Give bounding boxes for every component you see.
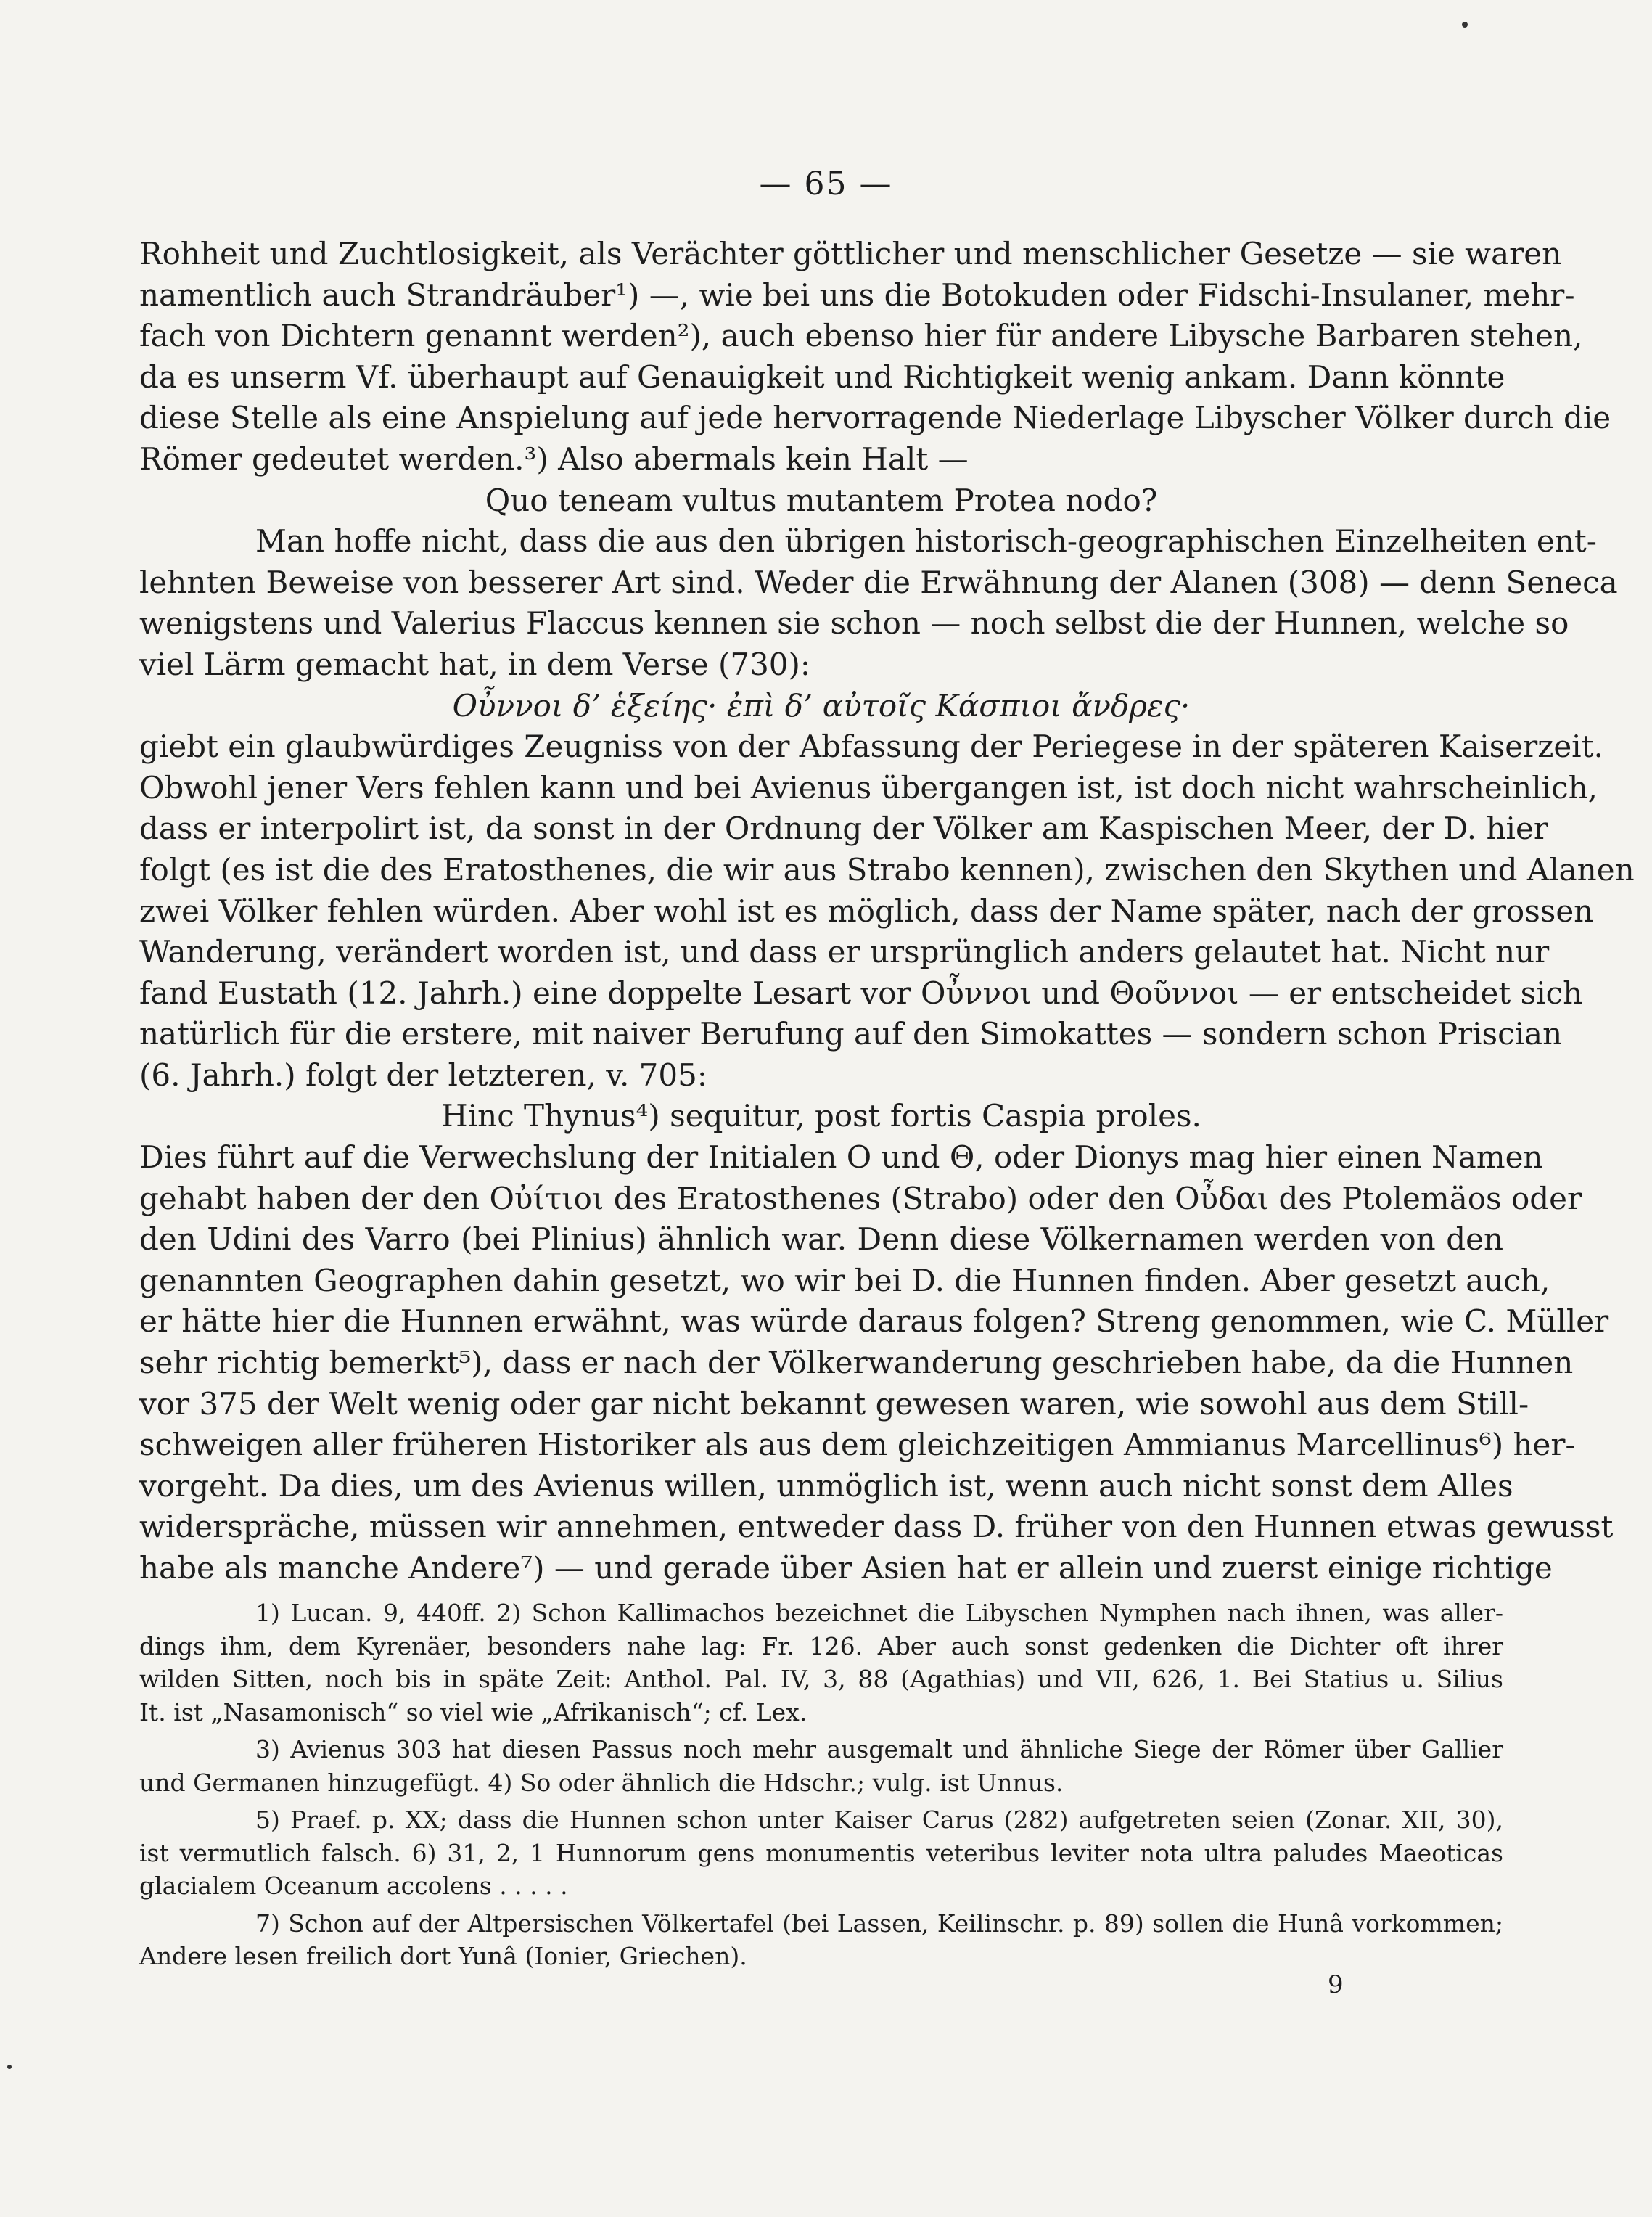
- footnote-line: und Germanen hinzugefügt. 4) So oder ähnlich die Hdschr.; vulg. ist Unnus.: [139, 1768, 1064, 1797]
- body-line: fach von Dichtern genannt werden²), auch ebenso hier für andere Libysche Barbaren stehen,: [139, 318, 1583, 354]
- footnote-3-4: [139, 1733, 1503, 1799]
- body-line: giebt ein glaubwürdiges Zeugniss von der Abfassung der Periegese in der späteren Kaiserzeit.: [139, 729, 1603, 765]
- body-line: fand Eustath (12. Jahrh.) eine doppelte Lesart vor Οὖννοι und Θοῦννοι — er entscheidet sich: [139, 975, 1583, 1011]
- greek-verse: Οὖννοι δ’ ἑξείης· ἐπὶ δ’ αὐτοῖς Κάσπιοι ἄνδρες·: [452, 687, 1191, 724]
- footnote-line: 3) Avienus 303 hat diesen Passus noch mehr ausgemalt und ähnliche Siege der Römer über Gallier: [255, 1735, 1503, 1763]
- paragraph-start: Man hoffe nicht, dass die aus den übrigen historisch-geographischen Einzelheiten ent-: [255, 523, 1597, 560]
- body-line: (6. Jahrh.) folgt der letzteren, v. 705:: [139, 1057, 707, 1093]
- body-line: Rohheit und Zuchtlosigkeit, als Verächter göttlicher und menschlicher Gesetze — sie waren: [139, 236, 1562, 271]
- body-line: Dies führt auf die Verwechslung der Initialen O und Θ, oder Dionys mag hier einen Namen: [139, 1139, 1543, 1176]
- footnote-line: glacialem Oceanum accolens . . . . .: [139, 1872, 568, 1900]
- verse-quotation: Quo teneam vultus mutantem Protea nodo?: [485, 482, 1158, 518]
- body-line: namentlich auch Strandräuber¹) —, wie bei uns die Botokuden oder Fidschi-Insulaner, mehr-: [139, 276, 1575, 313]
- body-line: gehabt haben der den Οὐίτιοι des Eratosthenes (Strabo) oder den Οὖδαι des Ptolemäos oder: [139, 1180, 1582, 1216]
- body-line: habe als manche Andere⁷) — und gerade über Asien hat er allein und zuerst einige richtige: [139, 1550, 1553, 1586]
- page-number: — 65 —: [759, 165, 893, 202]
- body-line: dass er interpolirt ist, da sonst in der Ordnung der Völker am Kaspischen Meer, der D. hier: [139, 811, 1548, 847]
- ink-speck: [1462, 22, 1468, 28]
- footnote-1-2: [139, 1597, 1503, 1729]
- footnote-5-6: [139, 1803, 1503, 1903]
- body-line: lehnten Beweise von besserer Art sind. Weder die Erwähnung der Alanen (308) — denn Seneca: [139, 564, 1618, 600]
- body-line: genannten Geographen dahin gesetzt, wo wir bei D. die Hunnen finden. Aber gesetzt auch,: [139, 1262, 1550, 1298]
- body-line: diese Stelle als eine Anspielung auf jede hervorragende Niederlage Libyscher Völker durch die: [139, 400, 1611, 436]
- footnote-line: It. ist „Nasamonisch“ so viel wie „Afrikanisch“; cf. Lex.: [139, 1697, 807, 1726]
- ink-speck: [7, 2065, 12, 2069]
- footnote-line: dings ihm, dem Kyrenäer, besonders nahe lag: Fr. 126. Aber auch sonst gedenken die Dichter oft ihrer: [139, 1631, 1503, 1660]
- body-line: widerspräche, müssen wir annehmen, entweder dass D. früher von den Hunnen etwas gewusst: [139, 1509, 1614, 1545]
- body-line: er hätte hier die Hunnen erwähnt, was würde daraus folgen? Streng genommen, wie C. Müller: [139, 1303, 1609, 1340]
- footnotes: [139, 1597, 1503, 1978]
- footnote-line: Andere lesen freilich dort Yunâ (Ionier, Griechen).: [139, 1942, 747, 1970]
- body-line: viel Lärm gemacht hat, in dem Verse (730):: [139, 646, 811, 682]
- sheet-signature: 9: [1328, 1970, 1344, 1999]
- body-line: den Udini des Varro (bei Plinius) ähnlich war. Denn diese Völkernamen werden von den: [139, 1221, 1503, 1258]
- body-text: [139, 234, 1635, 1589]
- body-line: natürlich für die erstere, mit naiver Berufung auf den Simokattes — sondern schon Priscian: [139, 1016, 1563, 1052]
- body-line: sehr richtig bemerkt⁵), dass er nach der Völkerwanderung geschrieben habe, da die Hunnen: [139, 1345, 1574, 1381]
- latin-verse: Hinc Thynus⁴) sequitur, post fortis Caspia proles.: [441, 1098, 1201, 1134]
- body-line: wenigstens und Valerius Flaccus kennen sie schon — noch selbst die der Hunnen, welche so: [139, 605, 1569, 642]
- body-line: Römer gedeutet werden.³) Also abermals kein Halt —: [139, 440, 969, 477]
- footnote-line: ist vermutlich falsch. 6) 31, 2, 1 Hunnorum gens monumentis veteribus leviter nota ultra paludes Maeoticas: [139, 1838, 1503, 1867]
- footnote-line: 1) Lucan. 9, 440ff. 2) Schon Kallimachos bezeichnet die Libyschen Nymphen nach ihnen, was aller-: [255, 1599, 1503, 1627]
- footnote-line: 5) Praef. p. XX; dass die Hunnen schon unter Kaiser Carus (282) aufgetreten seien (Zonar. XII, 30),: [255, 1806, 1503, 1834]
- body-line: folgt (es ist die des Eratosthenes, die wir aus Strabo kennen), zwischen den Skythen und Alanen: [139, 851, 1635, 888]
- body-line: da es unserm Vf. überhaupt auf Genauigkeit und Richtigkeit wenig ankam. Dann könnte: [139, 358, 1505, 395]
- body-line: vor 375 der Welt wenig oder gar nicht bekannt gewesen waren, wie sowohl aus dem Still-: [139, 1385, 1529, 1422]
- body-line: Obwohl jener Vers fehlen kann und bei Avienus übergangen ist, ist doch nicht wahrscheinlich,: [139, 769, 1598, 806]
- footnote-line: wilden Sitten, noch bis in späte Zeit: Anthol. Pal. IV, 3, 88 (Agathias) und VII, 626, 1. Bei Statius u. Silius: [139, 1665, 1503, 1693]
- body-line: zwei Völker fehlen würden. Aber wohl ist es möglich, dass der Name später, nach der grossen: [139, 893, 1594, 929]
- footnote-line: 7) Schon auf der Altpersischen Völkertafel (bei Lassen, Keilinschr. p. 89) sollen die Hunâ vorkommen;: [255, 1909, 1503, 1938]
- footnote-7: [139, 1907, 1503, 1973]
- body-line: vorgeht. Da dies, um des Avienus willen, unmöglich ist, wenn auch nicht sonst dem Alles: [139, 1467, 1513, 1504]
- body-line: Wanderung, verändert worden ist, und dass er ursprünglich anders gelautet hat. Nicht nur: [139, 934, 1550, 970]
- body-line: schweigen aller früheren Historiker als aus dem gleichzeitigen Ammianus Marcellinus⁶) her-: [139, 1427, 1576, 1463]
